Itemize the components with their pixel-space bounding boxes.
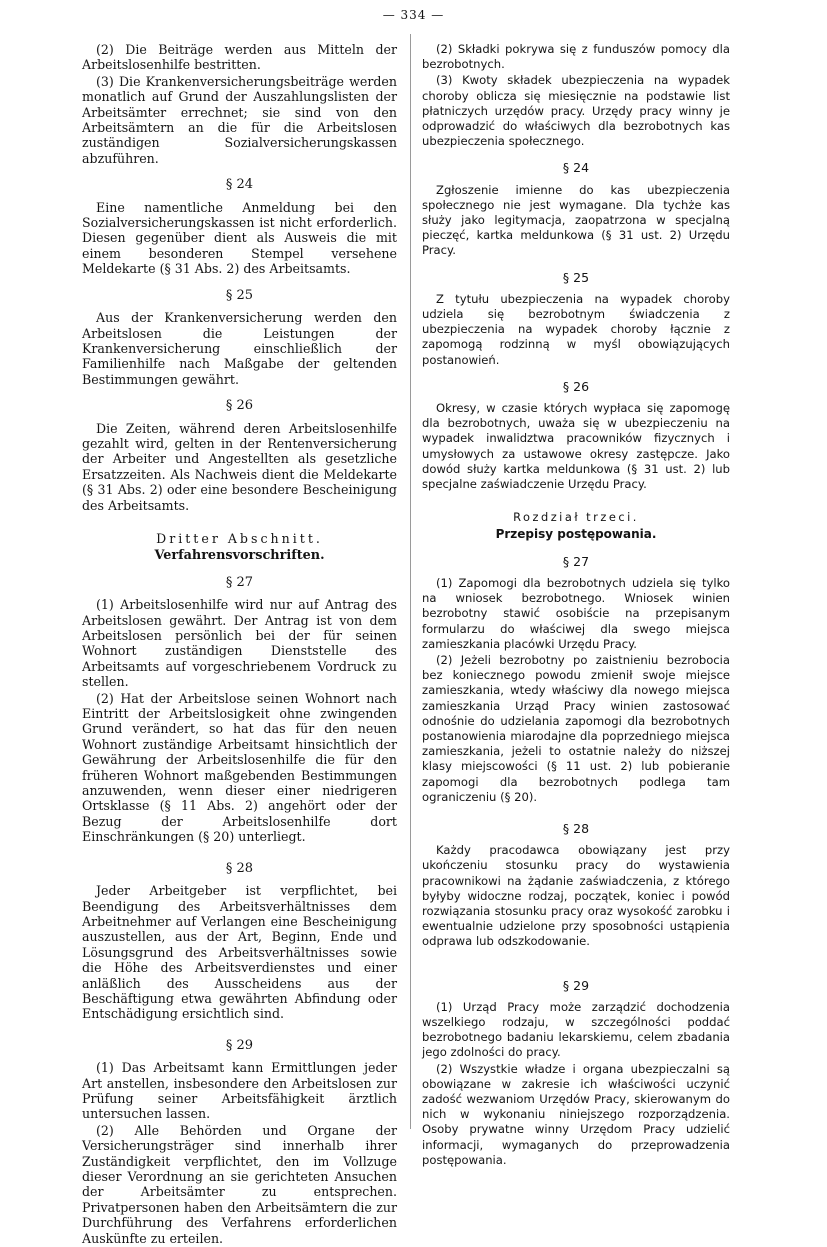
polish-paragraph: (3) Kwoty składek ubezpieczenia na wypadek choroby oblicza się miesięcznie na podstawie list płatniczych urzędów pracy. Urzędy pracy winny je odprowadzić do właściwych dla bezrobotnych kas ubezpieczenia społecznego.	[422, 73, 730, 149]
polish-paragraph: (1) Zapomogi dla bezrobotnych udziela się tylko na wniosek bezrobotnego. Wniosek winien bezrobotny stawić osobiście na przepisanym formularzu do właściwej dla swego miejsca zamieszkania placówki Urzędu Pracy.	[422, 575, 730, 651]
polish-chapter-title: Rozdział trzeci.	[513, 510, 639, 525]
german-paragraph: (2) Die Beiträge werden aus Mitteln der Arbeitslosenhilfe bestritten.	[82, 42, 397, 73]
german-section-heading: § 29	[225, 1037, 254, 1053]
polish-section-heading: § 24	[562, 160, 590, 176]
german-paragraph: (3) Die Krankenversicherungsbeiträge werden monatlich auf Grund der Auszahlungslisten der Arbeitsämter errechnet; sie sind von den Arbeitsämtern an die für die Arbeitslosen zuständigen Sozialversicherungskassen abzuführen.	[82, 73, 397, 166]
german-column	[82, 42, 397, 1247]
polish-paragraph: (2) Składki pokrywa się z funduszów pomocy dla bezrobotnych.	[422, 42, 730, 72]
polish-section-heading: § 28	[562, 820, 590, 836]
polish-paragraph: Z tytułu ubezpieczenia na wypadek choroby udziela się bezrobotnym świadczenia z ubezpieczenia na wypadek choroby łącznie z zapomogą rodzinną w myśl obowiązujących postanowień.	[422, 291, 730, 367]
polish-chapter-subtitle: Przepisy postępowania.	[495, 527, 657, 542]
german-section-heading: § 24	[225, 177, 254, 193]
polish-paragraph: (2) Wszystkie władze i organa ubezpieczalni są obowiązane w zakresie ich właściwości uczynić zadość wezwaniom Urzędów Pracy, skierowanym do nich w wykonaniu niniejszego rozporządzenia. Osoby prywatne winny Urzędom Pracy udzielić informacji, wymaganych do przeprowadzenia postępowania.	[422, 1061, 730, 1167]
polish-column	[422, 42, 730, 1169]
polish-section-heading: § 27	[562, 553, 590, 569]
german-paragraph: Die Zeiten, während deren Arbeitslosenhilfe gezahlt wird, gelten in der Rentenversicherung der Arbeiter und Angestellten als gesetzliche Ersatzzeiten. Als Nachweis dient die Meldekarte (§ 31 Abs. 2) oder eine besondere Bescheinigung des Arbeitsamts.	[82, 420, 397, 513]
polish-paragraph: (1) Urząd Pracy może zarządzić dochodzenia wszelkiego rodzaju, w szczególności poddać bezrobotnego badaniu lekarskiemu, celem zbadania jego zdolności do pracy.	[422, 999, 730, 1060]
page-number: — 334 —	[382, 8, 445, 22]
polish-paragraph: (2) Jeżeli bezrobotny po zaistnieniu bezrobocia bez koniecznego powodu zmienił swoje miejsce zamieszkania, wtedy właściwy dla nowego miejsca zamieszkania Urząd Pracy winien zastosować odnośnie do udzielania zapomogi dla bezrobotnych postanowienia miarodajne dla poprzedniego miejsca zamieszkania, jeżeli to ostatnie należy do niższej klasy miejscowości (§ 11 ust. 2) lub pobieranie zapomogi dla bezrobotnych podlega tam ograniczeniu (§ 20).	[422, 652, 730, 804]
german-section-heading: § 26	[225, 398, 254, 414]
german-paragraph: (2) Hat der Arbeitslose seinen Wohnort nach Eintritt der Arbeitslosigkeit ohne zwingenden Grund verändert, so hat das für den neuen Wohnort zuständige Arbeitsamt hinsichtlich der Gewährung der Arbeitslosenhilfe die für den früheren Wohnort maßgebenden Bestimmungen anzuwenden, wenn dieser einer niedrigeren Ortsklasse (§ 11 Abs. 2) angehört oder der Bezug der Arbeitslosenhilfe dort Einschränkungen (§ 20) unterliegt.	[82, 690, 397, 845]
german-paragraph: Eine namentliche Anmeldung bei den Sozialversicherungskassen ist nicht erforderlich. Diesen gegenüber dient als Ausweis die mit einem besonderen Stempel versehene Meldekarte (§ 31 Abs. 2) des Arbeitsamts.	[82, 199, 397, 277]
polish-paragraph: Zgłoszenie imienne do kas ubezpieczenia społecznego nie jest wymagane. Dla tychże kas służy jako legitymacja, zaopatrzona w specjalną pieczęć, kartka meldunkowa (§ 31 ust. 2) Urzędu Pracy.	[422, 182, 730, 258]
polish-paragraph: Okresy, w czasie których wypłaca się zapomogę dla bezrobotnych, uważa się w ubezpieczeniu na wypadek inwalidztwa pracowników fizycznych i umysłowych za ustawowe okresy zastępcze. Jako dowód służy kartka meldunkowa (§ 31 ust. 2) lub specjalne zaświadczenie Urzędu Pracy.	[422, 401, 730, 492]
german-section-heading: § 28	[225, 860, 254, 876]
german-section-heading: § 27	[225, 574, 254, 590]
german-paragraph: (1) Das Arbeitsamt kann Ermittlungen jeder Art anstellen, insbesondere den Arbeitslosen zur Prüfung seiner Arbeitsfähigkeit ärztlich untersuchen lassen.	[82, 1060, 397, 1122]
polish-paragraph: Każdy pracodawca obowiązany jest przy ukończeniu stosunku pracy do wystawienia pracownikowi na żądanie zaświadczenia, z którego byłyby widoczne rodzaj, początek, koniec i powód rozwiązania stosunku pracy oraz wysokość zarobku i ewentualnie udzielone przy sposobności ustąpienia odprawa lub odszkodowanie.	[422, 843, 730, 949]
german-chapter-subtitle: Verfahrensvorschriften.	[154, 548, 325, 564]
polish-section-heading: § 29	[562, 977, 590, 993]
german-chapter-title: Dritter Abschnitt.	[156, 530, 323, 546]
german-paragraph: Jeder Arbeitgeber ist verpflichtet, bei Beendigung des Arbeitsverhältnisses dem Arbeitnehmer auf Verlangen eine Bescheinigung auszustellen, aus der Art, Beginn, Ende und Lösungsgrund des Arbeitsverhältnisses sowie die Höhe des Arbeitsverdienstes und einer anläßlich des Ausscheidens aus der Beschäftigung etwa gewährten Abfindung oder Entschädigung ersichtlich sind.	[82, 883, 397, 1022]
german-paragraph: (2) Alle Behörden und Organe der Versicherungsträger sind innerhalb ihrer Zuständigkeit verpflichtet, den im Vollzuge dieser Verordnung an sie gerichteten Ansuchen der Arbeitsämter zu entsprechen. Privatpersonen haben den Arbeitsämtern die zur Durchführung des Verfahrens erforderlichen Auskünfte zu erteilen.	[82, 1122, 397, 1246]
german-paragraph: Aus der Krankenversicherung werden den Arbeitslosen die Leistungen der Krankenversicherung einschließlich der Familienhilfe nach Maßgabe der geltenden Bestimmungen gewährt.	[82, 310, 397, 387]
german-paragraph: (1) Arbeitslosenhilfe wird nur auf Antrag des Arbeitslosen gewährt. Der Antrag ist von dem Arbeitslosen persönlich bei der für seinen Wohnort zuständigen Dienststelle des Arbeitsamts auf vorgeschriebenem Vordruck zu stellen.	[82, 597, 397, 690]
german-section-heading: § 25	[225, 287, 254, 303]
polish-section-heading: § 25	[562, 269, 590, 285]
polish-section-heading: § 26	[562, 378, 590, 394]
column-divider	[410, 34, 411, 1129]
